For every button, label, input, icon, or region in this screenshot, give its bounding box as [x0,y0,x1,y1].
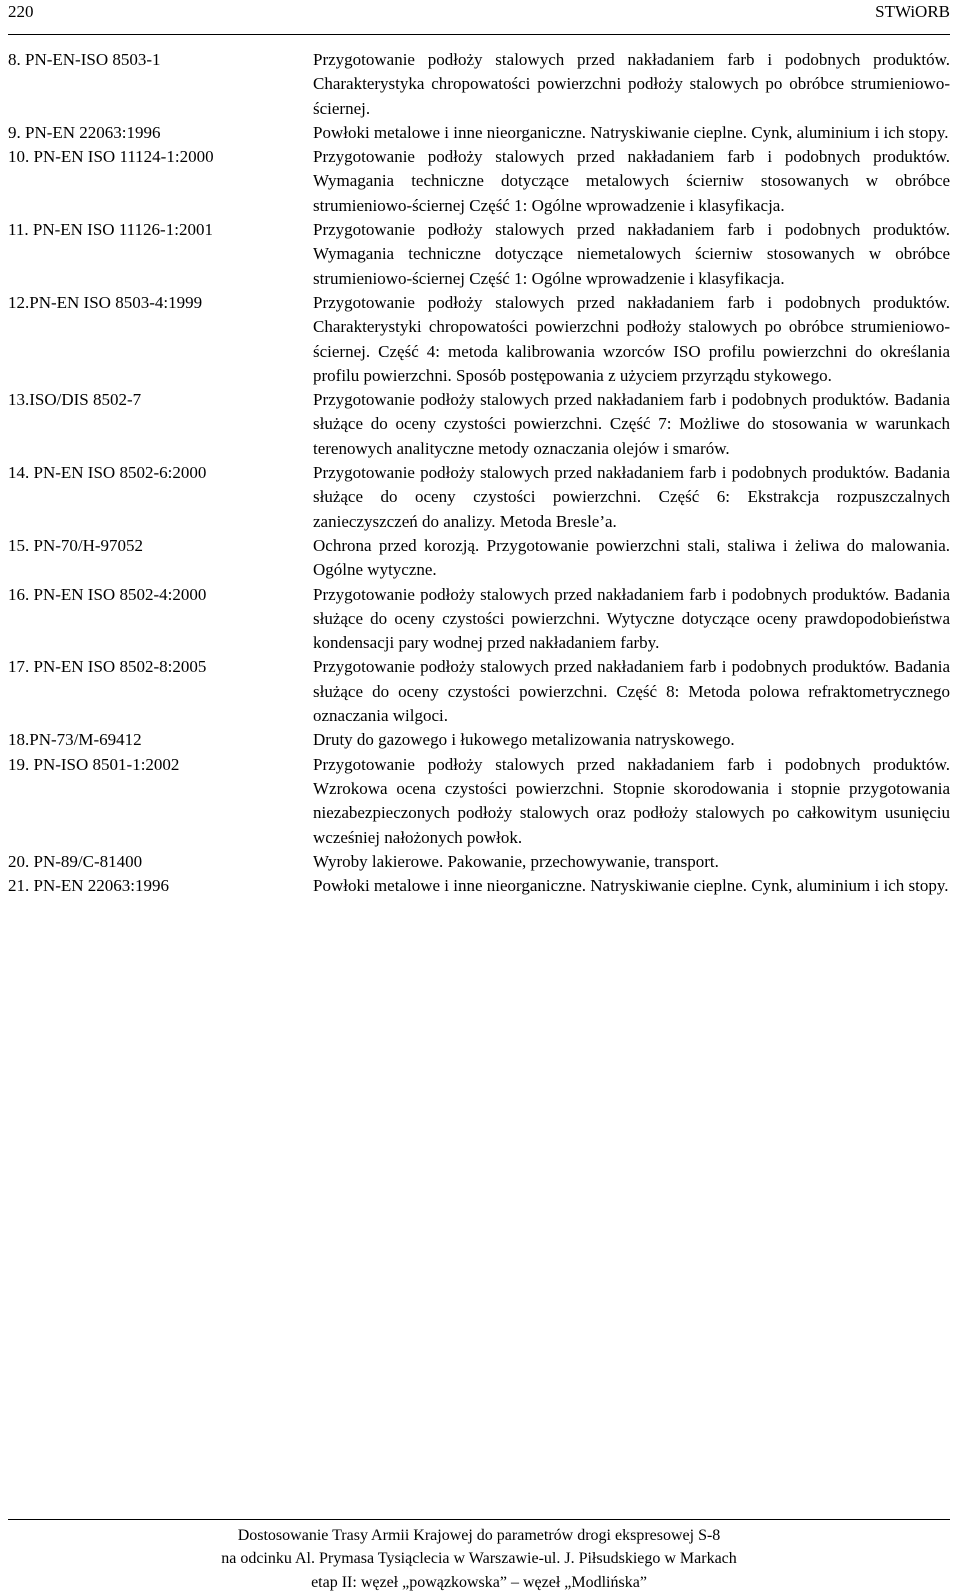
standard-entry [8,850,950,874]
organization-name: STWiORB [875,2,950,21]
standard-entry [8,121,950,145]
standard-entry [8,461,950,534]
standard-code: 16. PN-EN ISO 8502-4:2000 [8,584,207,604]
standard-description: Przygotowanie podłoży stalowych przed nakładaniem farb i podobnych produktów. Badania służące do oceny czystości powierzchni. Część 8: Metoda polowa refraktometrycznego oznaczania wilgoci. [313,657,950,726]
standard-code: 15. PN-70/H-97052 [8,535,144,555]
page-header [8,0,950,35]
standard-description: Wyroby lakierowe. Pakowanie, przechowywanie, transport. [313,851,719,871]
standard-code: 17. PN-EN ISO 8502-8:2005 [8,657,207,677]
standard-description: Przygotowanie podłoży stalowych przed nakładaniem farb i podobnych produktów. Badania służące do oceny czystości powierzchni. Część 6: Ekstrakcja rozpuszczalnych zanieczyszczeń do analizy. Metoda Bresle’a. [313,463,950,531]
standard-description: Przygotowanie podłoży stalowych przed nakładaniem farb i podobnych produktów. Wymagania techniczne dotyczące niemetalowych ścierniw stosowanych w obróbce strumieniowo-ściernej Część 1: Ogólne wprowadzenie i klasyfikacja. [313,220,950,288]
standard-code: 21. PN-EN 22063:1996 [8,876,170,896]
page-number: 220 [8,2,34,21]
standard-code: 13.ISO/DIS 8502-7 [8,390,142,410]
standard-code: 20. PN-89/C-81400 [8,851,143,871]
standard-description: Przygotowanie podłoży stalowych przed nakładaniem farb i podobnych produktów. Badania służące do oceny czystości powierzchni. Część 7: Możliwe do stosowania w warunkach terenowych analityczne metody oznaczania olejów i smarów. [313,390,950,458]
standard-description: Przygotowanie podłoży stalowych przed nakładaniem farb i podobnych produktów. Wymagania techniczne dotyczące metalowych ścierniw stosowanych w obróbce strumieniowo-ściernej Część 1: Ogólne wprowadzenie i klasyfikacja. [313,147,950,215]
standard-entry [8,145,950,218]
page-footer [8,1519,950,1594]
standard-description: Ochrona przed korozją. Przygotowanie powierzchni stali, staliwa i żeliwa do malowania. Ogólne wytyczne. [313,535,950,580]
standard-description: Druty do gazowego i łukowego metalizowania natryskowego. [313,730,735,750]
standard-description: Powłoki metalowe i inne nieorganiczne. Natryskiwanie cieplne. Cynk, aluminium i ich stopy. [313,122,949,142]
standard-code: 18.PN-73/M-69412 [8,730,142,750]
standard-code: 14. PN-EN ISO 8502-6:2000 [8,463,207,483]
standard-description: Przygotowanie podłoży stalowych przed nakładaniem farb i podobnych produktów. Badania służące do oceny czystości powierzchni. Wytyczne dotyczące oceny prawdopodobieństwa kondensacji pary wodnej przed nakładaniem farby. [313,584,950,653]
standard-code: 10. PN-EN ISO 11124-1:2000 [8,147,214,167]
standards-list [8,48,950,898]
standard-entry [8,583,950,656]
standard-entry [8,753,950,850]
standard-description: Przygotowanie podłoży stalowych przed nakładaniem farb i podobnych produktów. Charakterystyka chropowatości powierzchni podłoży stalowych po obróbce strumieniowo-ściernej. [313,50,950,118]
standard-code: 11. PN-EN ISO 11126-1:2001 [8,220,213,240]
standard-code: 8. PN-EN-ISO 8503-1 [8,50,161,69]
standard-code: 19. PN-ISO 8501-1:2002 [8,754,180,774]
standard-description: Powłoki metalowe i inne nieorganiczne. Natryskiwanie cieplne. Cynk, aluminium i ich stopy. [313,876,949,896]
footer-line-1: Dostosowanie Trasy Armii Krajowej do parametrów drogi ekspresowej S-8 [237,1527,721,1544]
standard-code: 9. PN-EN 22063:1996 [8,122,161,142]
standard-entry [8,874,950,898]
standard-code: 12.PN-EN ISO 8503-4:1999 [8,292,203,312]
standard-entry [8,655,950,728]
standard-entry [8,534,950,583]
standard-entry [8,48,950,121]
standard-entry [8,728,950,752]
standard-entry [8,388,950,461]
standard-description: Przygotowanie podłoży stalowych przed nakładaniem farb i podobnych produktów. Wzrokowa ocena czystości powierzchni. Stopnie skorodowania i stopnie przygotowania niezabezpieczonych podłoży stalowych oraz podłoży stalowych po całkowitym usunięciu wcześniej nałożonych powłok. [313,754,950,847]
footer-line-3: etap II: węzeł „powązkowska” – węzeł „Modlińska” [311,1573,647,1591]
standard-description: Przygotowanie podłoży stalowych przed nakładaniem farb i podobnych produktów. Charakterystyki chropowatości powierzchni podłoży stalowych po obróbce strumieniowo-ściernej. Część 4: metoda kalibrowania wzorców ISO profilu powierzchni do określania profilu powierzchni. Sposób postępowania z użyciem przyrządu stykowego. [313,292,950,385]
standard-entry [8,218,950,291]
standard-entry [8,291,950,388]
footer-line-2: na odcinku Al. Prymasa Tysiąclecia w Warszawie-ul. J. Piłsudskiego w Markach [221,1550,737,1568]
